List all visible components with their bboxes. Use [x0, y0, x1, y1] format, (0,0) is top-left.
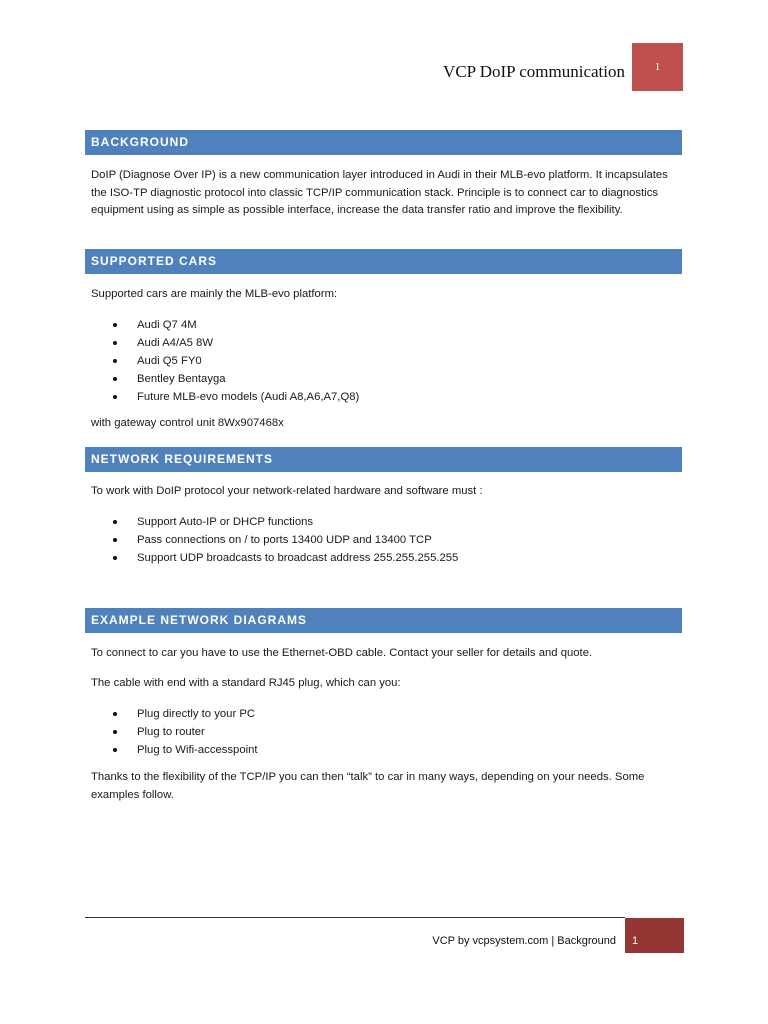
list-item: Pass connections on / to ports 13400 UDP and 13400 TCP — [137, 531, 458, 549]
list-item: Bentley Bentayga — [137, 370, 359, 388]
footer-text: VCP by vcpsystem.com | Background — [432, 935, 616, 947]
footer-divider — [85, 917, 625, 918]
list-item: Future MLB-evo models (Audi A8,A6,A7,Q8) — [137, 388, 359, 406]
background-paragraph: DoIP (Diagnose Over IP) is a new communication layer introduced in Audi in their MLB-evo platform. It incapsulates the ISO-TP diagnostic protocol into classic TCP/IP communication stack. Principle is to connect car to diagnostics equipment using as simple as possible interface, increase the data transfer ratio and improve the flexibility. — [91, 169, 668, 216]
header-page-number: 1 — [632, 43, 683, 91]
bullet-icon — [113, 341, 117, 345]
list-item: Support Auto-IP or DHCP functions — [137, 513, 458, 531]
example-diagrams-intro: To connect to car you have to use the Ethernet-OBD cable. Contact your seller for details and quote. — [91, 647, 593, 659]
list-item: Plug directly to your PC — [137, 705, 258, 723]
list-item: Audi Q5 FY0 — [137, 352, 359, 370]
list-item: Audi A4/A5 8W — [137, 334, 359, 352]
section-heading-supported-cars: SUPPORTED CARS — [85, 249, 682, 274]
document-title: VCP DoIP communication — [443, 62, 625, 81]
list-item: Support UDP broadcasts to broadcast address 255.255.255.255 — [137, 549, 458, 567]
supported-cars-outro: with gateway control unit 8Wx907468x — [91, 417, 284, 429]
bullet-icon — [113, 748, 117, 752]
bullet-icon — [113, 712, 117, 716]
bullet-icon — [113, 538, 117, 542]
list-item: Plug to router — [137, 723, 258, 741]
example-diagrams-outro: Thanks to the flexibility of the TCP/IP you can then “talk” to car in many ways, depending on your needs. Some examples follow. — [91, 771, 645, 801]
bullet-icon — [113, 520, 117, 524]
section-heading-background: BACKGROUND — [85, 130, 682, 155]
bullet-icon — [113, 377, 117, 381]
footer-page-number: 1 — [625, 918, 684, 953]
network-requirements-intro: To work with DoIP protocol your network-related hardware and software must : — [91, 485, 483, 497]
supported-cars-intro: Supported cars are mainly the MLB-evo platform: — [91, 288, 338, 300]
supported-cars-list — [137, 316, 359, 406]
section-heading-example-network-diagrams: EXAMPLE NETWORK DIAGRAMS — [85, 608, 682, 633]
list-item: Plug to Wifi-accesspoint — [137, 741, 258, 759]
cable-usage-list — [137, 705, 258, 759]
bullet-icon — [113, 359, 117, 363]
section-heading-network-requirements: NETWORK REQUIREMENTS — [85, 447, 682, 472]
network-requirements-list — [137, 513, 458, 567]
bullet-icon — [113, 556, 117, 560]
example-diagrams-intro2: The cable with end with a standard RJ45 plug, which can you: — [91, 677, 401, 689]
bullet-icon — [113, 395, 117, 399]
bullet-icon — [113, 730, 117, 734]
list-item: Audi Q7 4M — [137, 316, 359, 334]
bullet-icon — [113, 323, 117, 327]
